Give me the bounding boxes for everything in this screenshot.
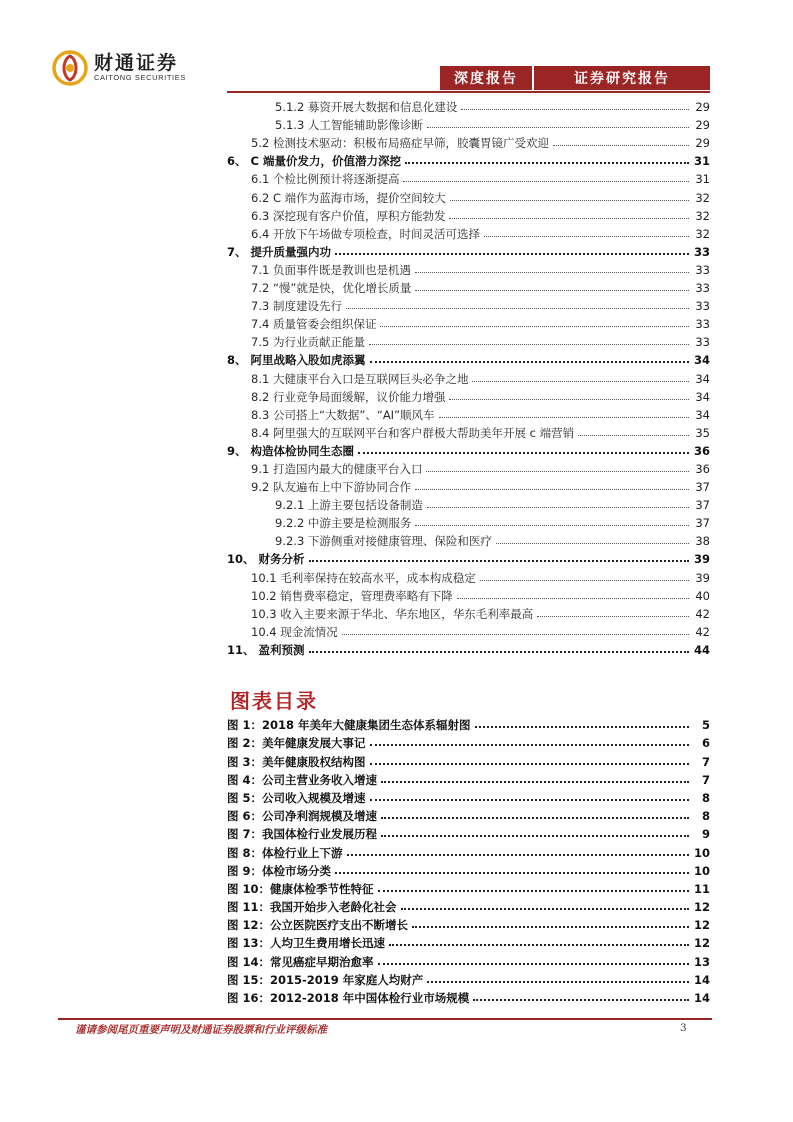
toc-entry-label: 7.3 制度建设先行 xyxy=(251,299,342,314)
toc-leader-dots xyxy=(537,616,689,617)
toc-leader-dots xyxy=(380,326,689,327)
figure-leader-dots xyxy=(370,799,689,801)
figure-leader-dots xyxy=(378,890,689,892)
toc-entry-label: 8.3 公司搭上“大数据”、“AI”顺风车 xyxy=(251,407,435,422)
table-of-contents xyxy=(227,96,710,657)
toc-entry-label: 5.1.2 募资开展大数据和信息化建设 xyxy=(275,100,458,115)
toc-entry-label: 7.5 为行业贡献正能量 xyxy=(251,335,365,350)
toc-entry-page: 33 xyxy=(695,281,710,296)
figure-leader-dots xyxy=(370,744,689,746)
figure-entry-page: 7 xyxy=(701,754,710,769)
figure-leader-dots xyxy=(335,872,689,874)
toc-entry[interactable] xyxy=(227,132,710,150)
caitong-logo-icon xyxy=(52,50,88,86)
figure-entry[interactable] xyxy=(227,896,710,914)
toc-entry[interactable] xyxy=(227,512,710,530)
toc-entry[interactable] xyxy=(227,585,710,603)
toc-entry-label: 8.2 行业竞争局面缓解，议价能力增强 xyxy=(251,389,446,404)
toc-entry-label: 8、 阿里战略入股如虎添翼 xyxy=(227,353,366,368)
toc-leader-dots xyxy=(415,272,689,273)
toc-leader-dots xyxy=(426,471,689,472)
toc-entry[interactable] xyxy=(227,277,710,295)
footer-divider xyxy=(58,1018,712,1020)
toc-entry-label: 9.2 队友遍布上中下游协同合作 xyxy=(251,480,411,495)
toc-entry[interactable] xyxy=(227,458,710,476)
figures-list xyxy=(227,714,710,1005)
figure-entry-label: 图 9：体检市场分类 xyxy=(227,863,332,878)
figure-entry-label: 图 14：常见癌症早期治愈率 xyxy=(227,954,374,969)
toc-entry-label: 9.2.2 中游主要是检测服务 xyxy=(275,516,412,531)
figure-entry-page: 6 xyxy=(701,736,710,751)
toc-entry-page: 34 xyxy=(695,389,710,404)
toc-entry-page: 39 xyxy=(693,552,710,567)
toc-leader-dots xyxy=(415,525,689,526)
toc-entry-label: 11、 盈利预测 xyxy=(227,642,305,657)
figure-entry[interactable] xyxy=(227,950,710,968)
toc-entry-page: 34 xyxy=(693,353,710,368)
toc-entry-label: 6.3 深挖现有客户价值，厚积方能勃发 xyxy=(251,208,446,223)
toc-entry-page: 37 xyxy=(695,516,710,531)
toc-entry-page: 33 xyxy=(693,244,710,259)
toc-entry-page: 39 xyxy=(695,570,710,585)
toc-entry[interactable] xyxy=(227,621,710,639)
toc-entry-label: 10.4 现金流情况 xyxy=(251,624,338,639)
toc-entry-page: 42 xyxy=(695,606,710,621)
figure-entry[interactable] xyxy=(227,787,710,805)
figure-entry-label: 图 1：2018 年美年大健康集团生态体系辐射图 xyxy=(227,718,471,733)
toc-entry-label: 6.1 个检比例预计将逐渐提高 xyxy=(251,172,400,187)
figure-entry[interactable] xyxy=(227,969,710,987)
figure-entry-label: 图 2：美年健康发展大事记 xyxy=(227,736,366,751)
figure-leader-dots xyxy=(370,763,689,765)
toc-entry[interactable] xyxy=(227,367,710,385)
figure-leader-dots xyxy=(475,726,689,728)
toc-leader-dots xyxy=(457,598,689,599)
toc-leader-dots xyxy=(449,399,689,400)
toc-leader-dots xyxy=(346,308,689,309)
toc-entry-page: 34 xyxy=(695,371,710,386)
toc-entry-page: 33 xyxy=(695,317,710,332)
toc-entry[interactable] xyxy=(227,313,710,331)
figure-entry-page: 14 xyxy=(693,972,710,987)
toc-entry-label: 8.4 阿里强大的互联网平台和客户群极大帮助美年开展 c 端营销 xyxy=(251,425,575,440)
toc-entry-page: 31 xyxy=(695,172,710,187)
figure-entry-label: 图 6：公司净利润规模及增速 xyxy=(227,809,378,824)
figure-entry-label: 图 15：2015-2019 年家庭人均财产 xyxy=(227,972,424,987)
toc-entry[interactable] xyxy=(227,404,710,422)
toc-leader-dots xyxy=(449,218,689,219)
toc-entry[interactable] xyxy=(227,241,710,259)
toc-entry-label: 5.2 检测技术驱动：积极布局癌症早筛，胶囊胃镜广受欢迎 xyxy=(251,136,549,151)
figure-entry[interactable] xyxy=(227,750,710,768)
toc-entry-page: 33 xyxy=(695,299,710,314)
toc-entry-page: 42 xyxy=(695,624,710,639)
figure-leader-dots xyxy=(427,981,689,983)
report-category-tab: 证券研究报告 xyxy=(534,66,710,90)
toc-entry[interactable] xyxy=(227,96,710,114)
toc-entry-page: 34 xyxy=(695,407,710,422)
figure-leader-dots xyxy=(389,944,689,946)
figure-entry[interactable] xyxy=(227,714,710,732)
toc-leader-dots xyxy=(358,452,689,454)
figure-entry-page: 11 xyxy=(693,881,710,896)
figure-leader-dots xyxy=(401,908,689,910)
toc-entry-label: 7.1 负面事件既是教训也是机遇 xyxy=(251,262,411,277)
toc-entry-label: 7.4 质量管委会组织保证 xyxy=(251,317,377,332)
toc-entry[interactable] xyxy=(227,349,710,367)
toc-entry-label: 6.4 开放下午场做专项检查，时间灵活可选择 xyxy=(251,226,480,241)
header-tabs xyxy=(440,66,710,90)
toc-entry-page: 36 xyxy=(693,443,710,458)
figure-entry-page: 12 xyxy=(693,936,710,951)
toc-entry[interactable] xyxy=(227,331,710,349)
figure-entry-page: 10 xyxy=(693,845,710,860)
toc-leader-dots xyxy=(309,651,689,653)
toc-entry-label: 10.3 收入主要来源于华北、华东地区，华东毛利率最高 xyxy=(251,606,534,621)
figure-leader-dots xyxy=(381,817,689,819)
figure-entry-page: 5 xyxy=(701,718,710,733)
toc-leader-dots xyxy=(405,162,689,164)
toc-entry[interactable] xyxy=(227,566,710,584)
figure-entry[interactable] xyxy=(227,805,710,823)
toc-leader-dots xyxy=(335,253,689,255)
figure-entry-label: 图 16：2012-2018 年中国体检行业市场规模 xyxy=(227,991,470,1005)
toc-entry-page: 31 xyxy=(693,154,710,169)
figure-entry-label: 图 11：我国开始步入老龄化社会 xyxy=(227,900,397,915)
toc-entry-label: 8.1 大健康平台入口是互联网巨头必争之地 xyxy=(251,371,469,386)
toc-leader-dots xyxy=(472,381,689,382)
figure-entry-label: 图 10：健康体检季节性特征 xyxy=(227,881,374,896)
toc-leader-dots xyxy=(496,543,689,544)
toc-entry[interactable] xyxy=(227,440,710,458)
toc-entry-page: 29 xyxy=(695,118,710,133)
toc-entry[interactable] xyxy=(227,114,710,132)
toc-entry-label: 7、 提升质量强内功 xyxy=(227,244,332,259)
toc-entry-page: 40 xyxy=(695,588,710,603)
toc-entry-label: 9、 构造体检协同生态圈 xyxy=(227,443,355,458)
toc-entry-page: 32 xyxy=(695,226,710,241)
toc-entry-page: 29 xyxy=(695,136,710,151)
toc-entry[interactable] xyxy=(227,186,710,204)
footer-disclaimer: 谨请参阅尾页重要声明及财通证券股票和行业评级标准 xyxy=(75,1024,327,1036)
toc-leader-dots xyxy=(369,344,689,345)
toc-entry[interactable] xyxy=(227,494,710,512)
logo-chinese-name: 财通证券 xyxy=(94,52,179,74)
toc-entry-page: 29 xyxy=(695,100,710,115)
toc-entry-label: 9.2.3 下游侧重对接健康管理、保险和医疗 xyxy=(275,534,492,549)
toc-leader-dots xyxy=(461,109,689,110)
figure-entry[interactable] xyxy=(227,841,710,859)
figure-entry-page: 8 xyxy=(701,790,710,805)
toc-entry[interactable] xyxy=(227,639,710,657)
toc-entry-page: 37 xyxy=(695,480,710,495)
toc-entry[interactable] xyxy=(227,223,710,241)
toc-entry-label: 6、 C 端量价发力，价值潜力深挖 xyxy=(227,154,401,169)
toc-leader-dots xyxy=(450,200,689,201)
figure-entry-page: 7 xyxy=(701,772,710,787)
toc-entry-page: 32 xyxy=(695,190,710,205)
figure-entry-label: 图 8：体检行业上下游 xyxy=(227,845,343,860)
toc-leader-dots xyxy=(309,560,689,562)
toc-entry[interactable] xyxy=(227,603,710,621)
figure-leader-dots xyxy=(381,835,689,837)
figure-entry-label: 图 13：人均卫生费用增长迅速 xyxy=(227,936,386,951)
figure-entry[interactable] xyxy=(227,914,710,932)
toc-entry-page: 36 xyxy=(695,461,710,476)
report-type-tab: 深度报告 xyxy=(440,66,532,90)
figure-entry-page: 14 xyxy=(693,991,710,1005)
toc-leader-dots xyxy=(415,489,689,490)
toc-entry-page: 38 xyxy=(695,534,710,549)
toc-leader-dots xyxy=(427,507,689,508)
toc-leader-dots xyxy=(427,127,689,128)
toc-entry-page: 33 xyxy=(695,262,710,277)
page-number: 3 xyxy=(680,1022,687,1034)
toc-leader-dots xyxy=(342,634,689,635)
toc-leader-dots xyxy=(578,435,689,436)
toc-leader-dots xyxy=(403,181,689,182)
figure-entry[interactable] xyxy=(227,823,710,841)
company-logo xyxy=(52,50,186,86)
toc-entry[interactable] xyxy=(227,530,710,548)
figure-entry-page: 13 xyxy=(693,954,710,969)
figure-entry[interactable] xyxy=(227,932,710,950)
toc-entry-label: 7.2 “慢”就是快，优化增长质量 xyxy=(251,281,412,296)
toc-leader-dots xyxy=(553,145,689,146)
toc-leader-dots xyxy=(370,361,689,363)
figure-entry-label: 图 3：美年健康股权结构图 xyxy=(227,754,366,769)
toc-entry[interactable] xyxy=(227,422,710,440)
toc-entry[interactable] xyxy=(227,168,710,186)
figure-leader-dots xyxy=(473,999,689,1001)
figure-leader-dots xyxy=(381,781,689,783)
figure-entry-page: 12 xyxy=(693,900,710,915)
toc-leader-dots xyxy=(484,236,689,237)
toc-entry-page: 33 xyxy=(695,335,710,350)
toc-entry[interactable] xyxy=(227,295,710,313)
figure-leader-dots xyxy=(347,854,689,856)
figure-entry-label: 图 12：公立医院医疗支出不断增长 xyxy=(227,918,409,933)
figure-entry-page: 10 xyxy=(693,863,710,878)
toc-entry[interactable] xyxy=(227,150,710,168)
figure-leader-dots xyxy=(378,963,689,965)
figure-entry[interactable] xyxy=(227,860,710,878)
toc-entry-page: 35 xyxy=(695,425,710,440)
toc-entry-label: 9.2.1 上游主要包括设备制造 xyxy=(275,498,423,513)
figure-entry-label: 图 7：我国体检行业发展历程 xyxy=(227,827,378,842)
figure-entry-label: 图 4：公司主营业务收入增速 xyxy=(227,772,378,787)
toc-leader-dots xyxy=(439,417,689,418)
toc-entry[interactable] xyxy=(227,476,710,494)
toc-leader-dots xyxy=(415,290,689,291)
toc-entry-label: 9.1 打造国内最大的健康平台入口 xyxy=(251,461,423,476)
toc-entry-label: 5.1.3 人工智能辅助影像诊断 xyxy=(275,118,423,133)
figure-entry-label: 图 5：公司收入规模及增速 xyxy=(227,790,366,805)
toc-entry-label: 10.1 毛利率保持在较高水平，成本构成稳定 xyxy=(251,570,476,585)
figure-leader-dots xyxy=(412,926,689,928)
header-divider xyxy=(227,91,710,93)
toc-entry-label: 10.2 销售费率稳定，管理费率略有下降 xyxy=(251,588,453,603)
figure-entry-page: 12 xyxy=(693,918,710,933)
figure-entry-page: 8 xyxy=(701,809,710,824)
toc-leader-dots xyxy=(480,580,689,581)
toc-entry-label: 10、 财务分析 xyxy=(227,552,305,567)
toc-entry-page: 37 xyxy=(695,498,710,513)
toc-entry-label: 6.2 C 端作为蓝海市场，提价空间较大 xyxy=(251,190,446,205)
figure-entry[interactable] xyxy=(227,878,710,896)
toc-entry[interactable] xyxy=(227,548,710,566)
figure-entry[interactable] xyxy=(227,769,710,787)
figure-entry[interactable] xyxy=(227,987,710,1005)
figures-section-title: 图表目录 xyxy=(230,689,318,713)
toc-entry[interactable] xyxy=(227,259,710,277)
toc-entry[interactable] xyxy=(227,386,710,404)
figure-entry-page: 9 xyxy=(701,827,710,842)
logo-english-name: CAITONG SECURITIES xyxy=(94,73,186,82)
toc-entry-page: 32 xyxy=(695,208,710,223)
toc-entry-page: 44 xyxy=(693,642,710,657)
toc-entry[interactable] xyxy=(227,205,710,223)
figure-entry[interactable] xyxy=(227,732,710,750)
